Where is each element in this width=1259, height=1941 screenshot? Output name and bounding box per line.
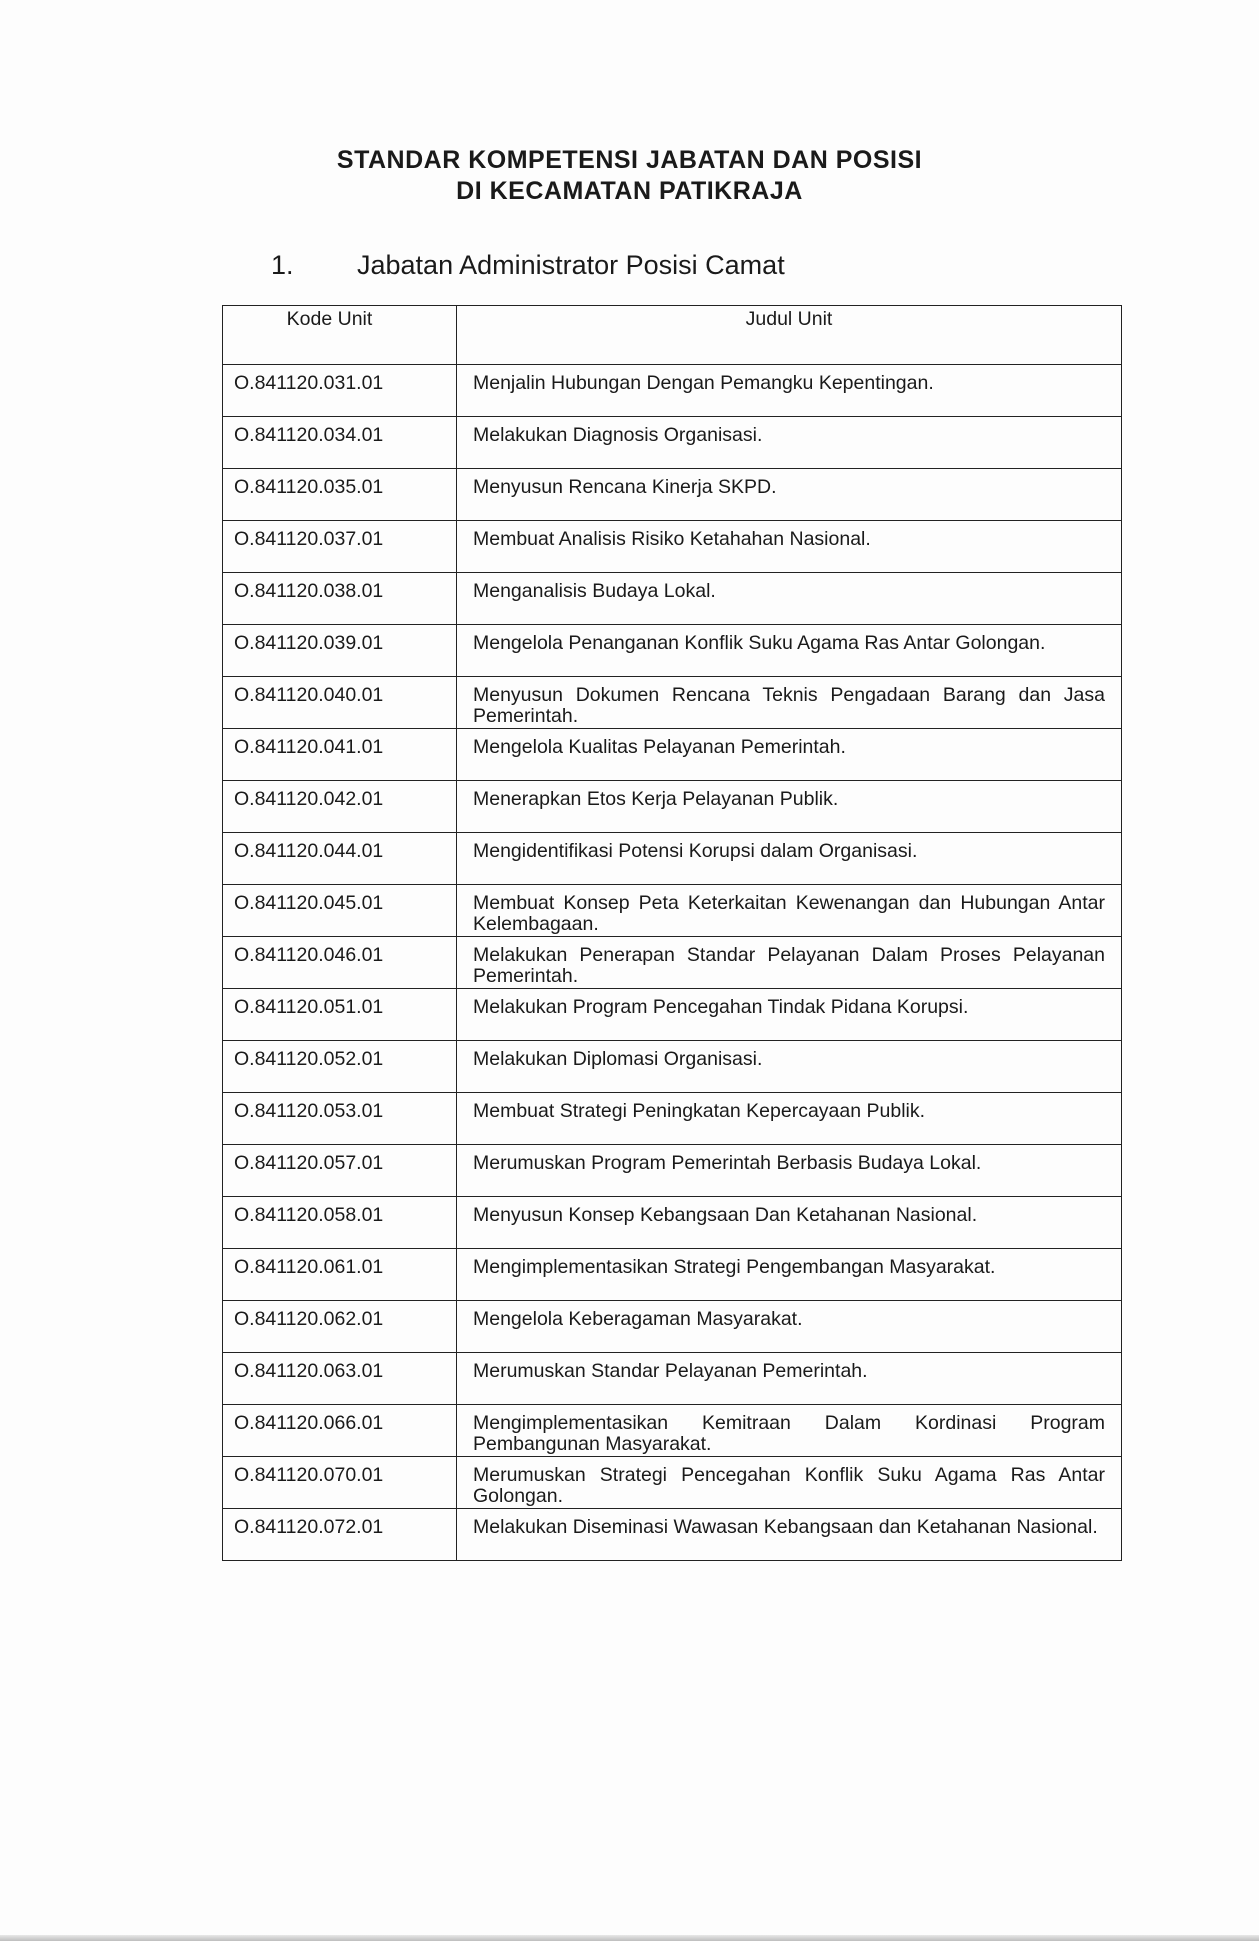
- unit-title-cell: Melakukan Penerapan Standar Pelayanan Dalam Proses Pelayanan Pemerintah.: [457, 937, 1122, 989]
- table-row: [223, 573, 1122, 625]
- unit-code-cell: O.841120.057.01: [223, 1145, 457, 1197]
- section-number: 1.: [271, 250, 294, 280]
- unit-code-cell: O.841120.037.01: [223, 521, 457, 573]
- unit-title-cell: Menyusun Konsep Kebangsaan Dan Ketahanan Nasional.: [457, 1197, 1122, 1249]
- table-row: [223, 1093, 1122, 1145]
- unit-title-cell: Mengelola Keberagaman Masyarakat.: [457, 1301, 1122, 1353]
- unit-code-cell: O.841120.041.01: [223, 729, 457, 781]
- unit-title-cell: Mengimplementasikan Kemitraan Dalam Kordinasi Program Pembangunan Masyarakat.: [457, 1405, 1122, 1457]
- unit-code-cell: O.841120.072.01: [223, 1509, 457, 1561]
- header-kode-unit: Kode Unit: [223, 306, 457, 365]
- unit-code-cell: O.841120.053.01: [223, 1093, 457, 1145]
- table-header-row: [223, 306, 1122, 365]
- table-row: [223, 1301, 1122, 1353]
- unit-code-cell: O.841120.063.01: [223, 1353, 457, 1405]
- unit-title-cell: Menjalin Hubungan Dengan Pemangku Kepentingan.: [457, 365, 1122, 417]
- unit-title-cell: Melakukan Diplomasi Organisasi.: [457, 1041, 1122, 1093]
- unit-code-cell: O.841120.031.01: [223, 365, 457, 417]
- table-row: [223, 1353, 1122, 1405]
- unit-code-cell: O.841120.062.01: [223, 1301, 457, 1353]
- table-row: [223, 521, 1122, 573]
- unit-title-cell: Mengelola Kualitas Pelayanan Pemerintah.: [457, 729, 1122, 781]
- unit-code-cell: O.841120.046.01: [223, 937, 457, 989]
- unit-title-cell: Merumuskan Strategi Pencegahan Konflik Suku Agama Ras Antar Golongan.: [457, 1457, 1122, 1509]
- unit-title-cell: Merumuskan Program Pemerintah Berbasis Budaya Lokal.: [457, 1145, 1122, 1197]
- table-row: [223, 1041, 1122, 1093]
- section-title: Jabatan Administrator Posisi Camat: [357, 250, 785, 280]
- table-row: [223, 781, 1122, 833]
- unit-code-cell: O.841120.058.01: [223, 1197, 457, 1249]
- table-row: [223, 1197, 1122, 1249]
- competency-table: [222, 305, 1122, 1561]
- unit-code-cell: O.841120.042.01: [223, 781, 457, 833]
- unit-title-cell: Menganalisis Budaya Lokal.: [457, 573, 1122, 625]
- table-row: [223, 937, 1122, 989]
- table-row: [223, 1249, 1122, 1301]
- header-judul-unit: Judul Unit: [457, 306, 1122, 365]
- scan-edge: [0, 1935, 1259, 1941]
- table-row: [223, 469, 1122, 521]
- unit-code-cell: O.841120.039.01: [223, 625, 457, 677]
- document-subtitle: DI KECAMATAN PATIKRAJA: [456, 177, 803, 205]
- unit-title-cell: Mengimplementasikan Strategi Pengembangan Masyarakat.: [457, 1249, 1122, 1301]
- unit-title-cell: Membuat Analisis Risiko Ketahahan Nasional.: [457, 521, 1122, 573]
- unit-code-cell: O.841120.066.01: [223, 1405, 457, 1457]
- unit-code-cell: O.841120.035.01: [223, 469, 457, 521]
- table-row: [223, 417, 1122, 469]
- unit-code-cell: O.841120.038.01: [223, 573, 457, 625]
- unit-code-cell: O.841120.034.01: [223, 417, 457, 469]
- table-row: [223, 1457, 1122, 1509]
- unit-title-cell: Merumuskan Standar Pelayanan Pemerintah.: [457, 1353, 1122, 1405]
- document-title: STANDAR KOMPETENSI JABATAN DAN POSISI: [336, 146, 923, 174]
- section-heading: [271, 250, 785, 281]
- unit-title-cell: Mengidentifikasi Potensi Korupsi dalam Organisasi.: [457, 833, 1122, 885]
- unit-code-cell: O.841120.052.01: [223, 1041, 457, 1093]
- table-row: [223, 833, 1122, 885]
- table-body: [223, 365, 1122, 1561]
- table-row: [223, 885, 1122, 937]
- unit-code-cell: O.841120.040.01: [223, 677, 457, 729]
- table-row: [223, 625, 1122, 677]
- unit-title-cell: Membuat Konsep Peta Keterkaitan Kewenangan dan Hubungan Antar Kelembagaan.: [457, 885, 1122, 937]
- unit-code-cell: O.841120.044.01: [223, 833, 457, 885]
- table-row: [223, 1509, 1122, 1561]
- unit-code-cell: O.841120.061.01: [223, 1249, 457, 1301]
- unit-code-cell: O.841120.070.01: [223, 1457, 457, 1509]
- unit-title-cell: Menyusun Rencana Kinerja SKPD.: [457, 469, 1122, 521]
- unit-code-cell: O.841120.051.01: [223, 989, 457, 1041]
- table-row: [223, 677, 1122, 729]
- unit-title-cell: Melakukan Program Pencegahan Tindak Pidana Korupsi.: [457, 989, 1122, 1041]
- unit-title-cell: Menyusun Dokumen Rencana Teknis Pengadaan Barang dan Jasa Pemerintah.: [457, 677, 1122, 729]
- table-row: [223, 365, 1122, 417]
- unit-title-cell: Menerapkan Etos Kerja Pelayanan Publik.: [457, 781, 1122, 833]
- table-row: [223, 989, 1122, 1041]
- table-row: [223, 1405, 1122, 1457]
- table-row: [223, 729, 1122, 781]
- unit-title-cell: Melakukan Diagnosis Organisasi.: [457, 417, 1122, 469]
- unit-code-cell: O.841120.045.01: [223, 885, 457, 937]
- unit-title-cell: Melakukan Diseminasi Wawasan Kebangsaan dan Ketahanan Nasional.: [457, 1509, 1122, 1561]
- table-row: [223, 1145, 1122, 1197]
- unit-title-cell: Membuat Strategi Peningkatan Kepercayaan Publik.: [457, 1093, 1122, 1145]
- unit-title-cell: Mengelola Penanganan Konflik Suku Agama Ras Antar Golongan.: [457, 625, 1122, 677]
